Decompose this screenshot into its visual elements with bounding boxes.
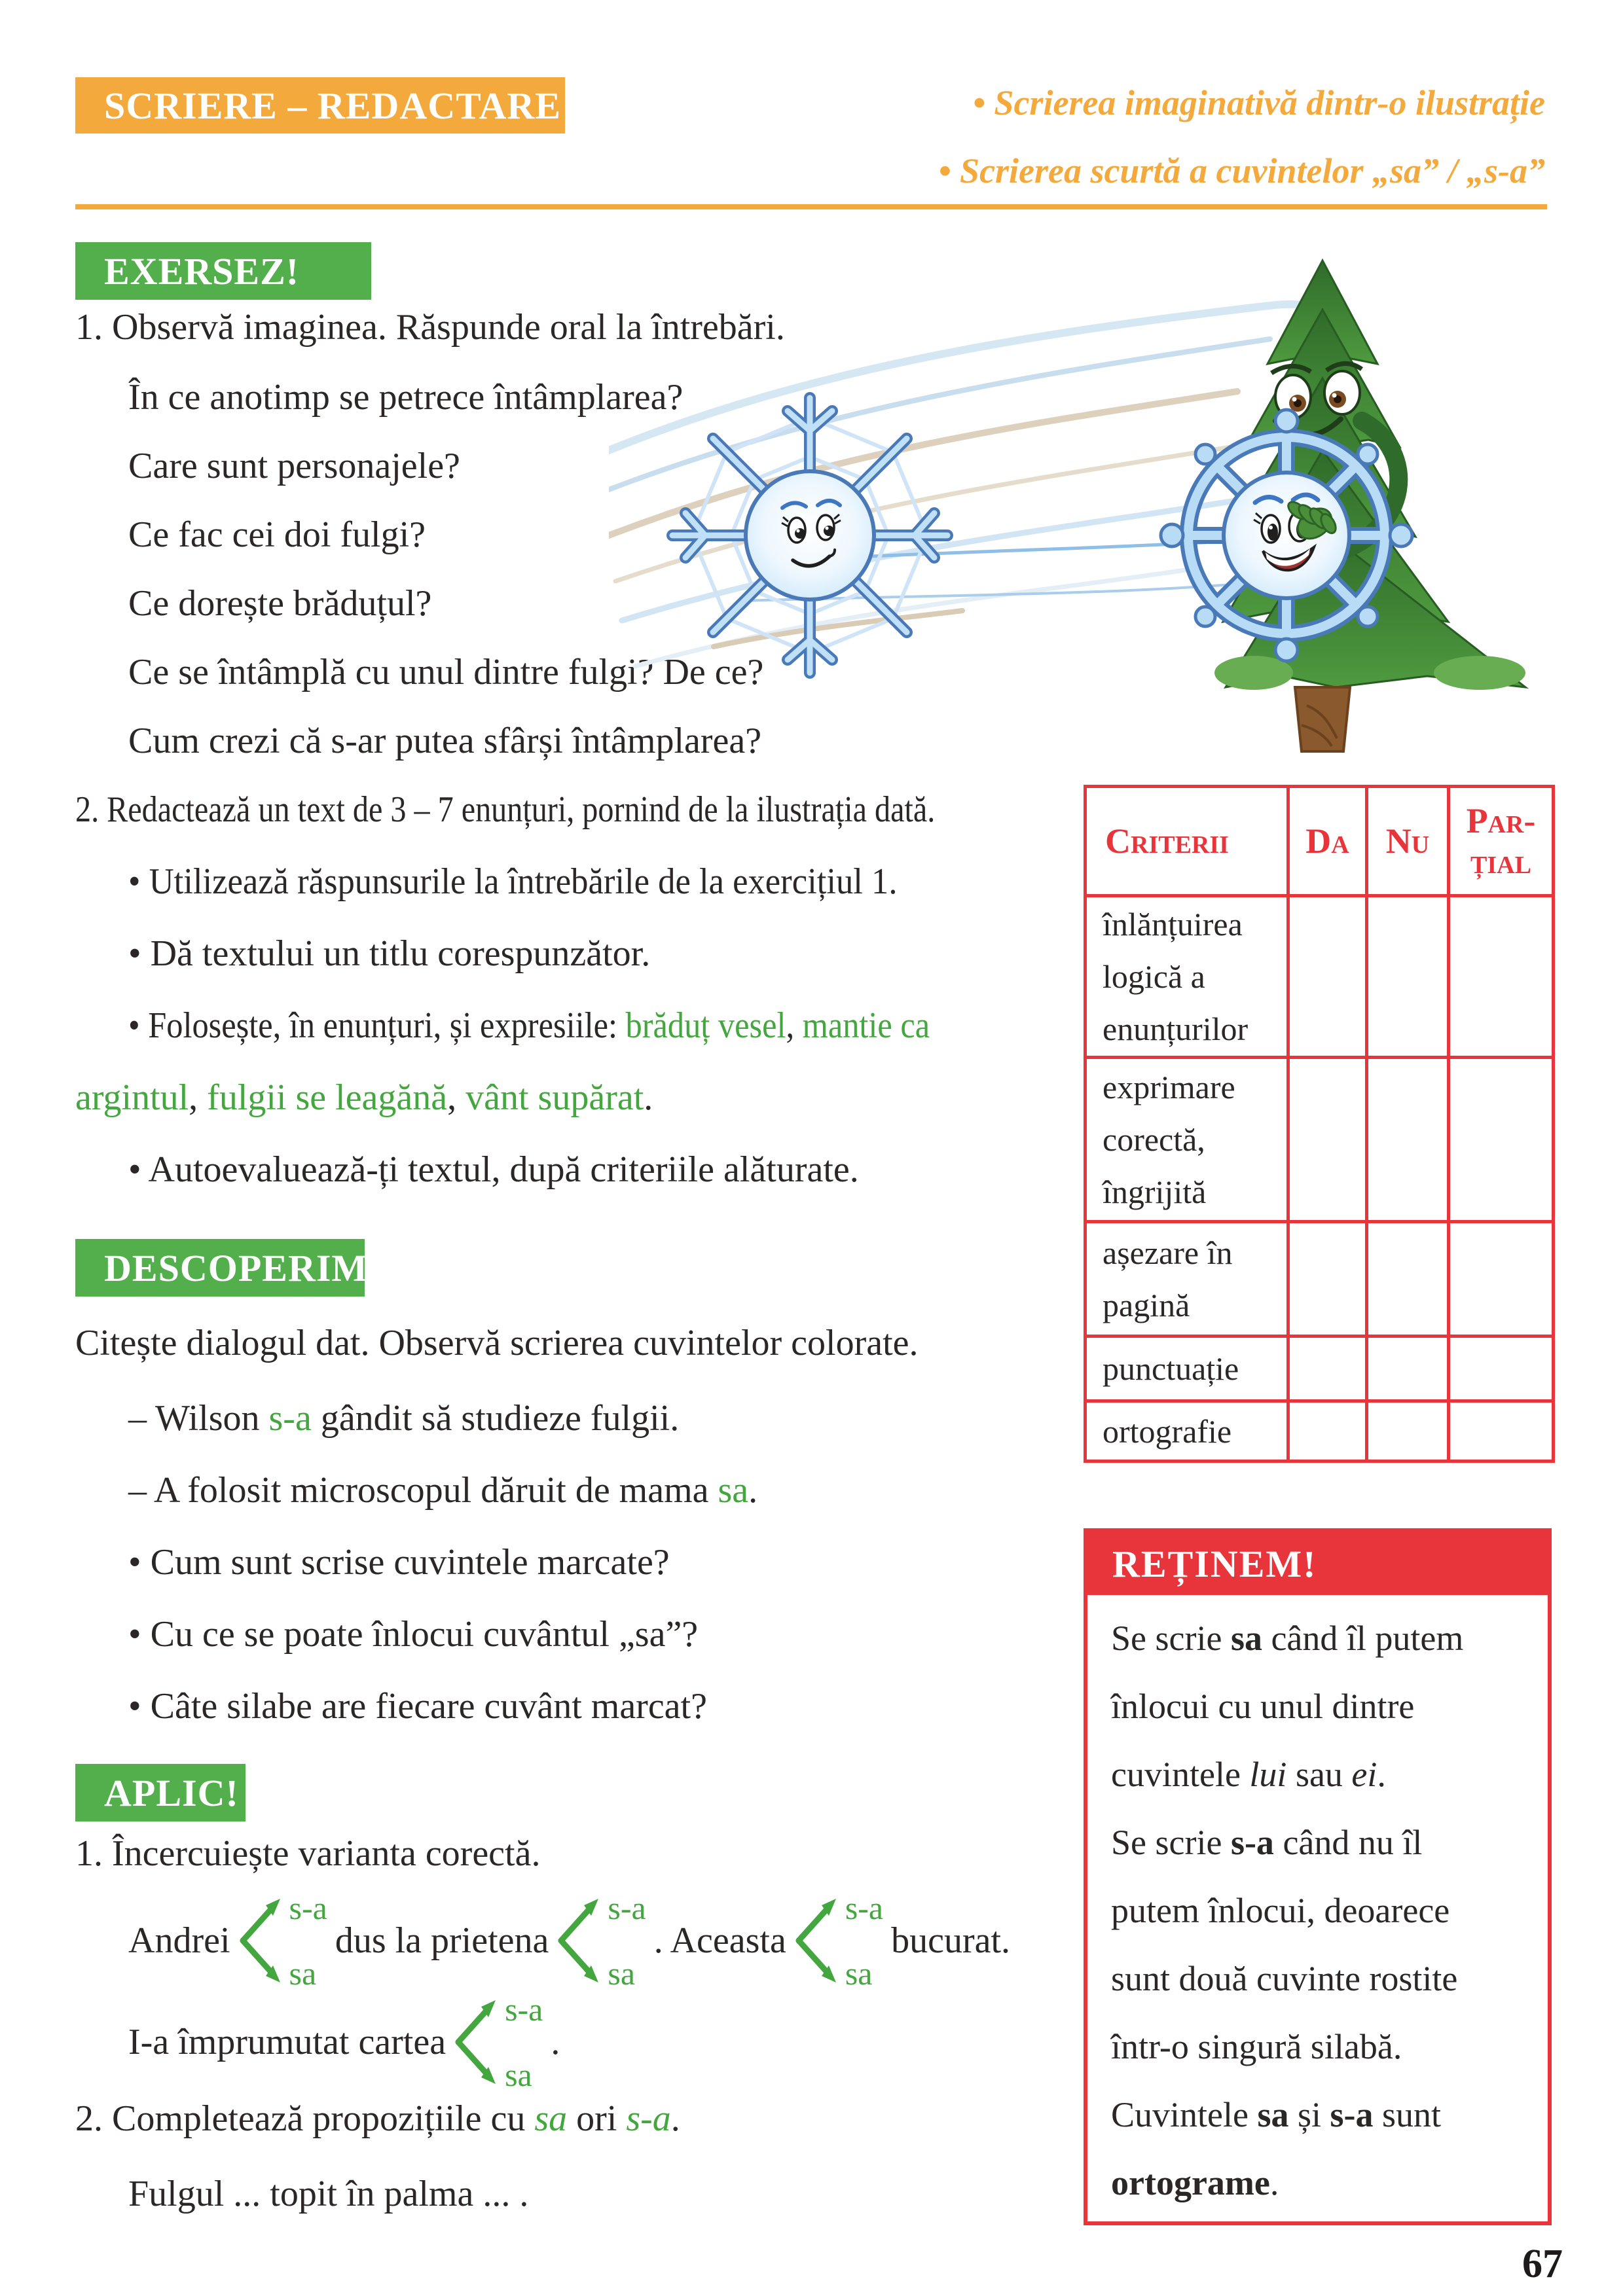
- fork-arrows-icon: [794, 1892, 843, 1990]
- choice-fork[interactable]: [238, 1892, 327, 1990]
- retinem-line: Se scrie sa când îl putem: [1111, 1619, 1464, 1658]
- badge-aplic-label: APLIC!: [104, 1771, 239, 1814]
- exersez-question-2: Care sunt personajele?: [128, 446, 460, 486]
- sentence-text: I-a împrumutat cartea: [128, 2022, 447, 2062]
- answer-cell-empty: [1367, 896, 1449, 1058]
- exersez-task1: 1. Observă imaginea. Răspunde oral la întrebări.: [75, 307, 785, 348]
- table-row: [1085, 1401, 1554, 1462]
- table-row: [1085, 1336, 1554, 1401]
- badge-retinem-label: REȚINEM!: [1112, 1542, 1317, 1585]
- badge-exersez: [75, 242, 371, 300]
- snowflake-left: [672, 398, 947, 673]
- criteria-cell-1: înlănțuirea logică a enunțurilor: [1085, 896, 1288, 1058]
- answer-cell-empty: [1449, 896, 1554, 1058]
- exersez-question-4: Ce dorește brăduțul?: [128, 583, 432, 624]
- choice-fork[interactable]: [454, 1993, 543, 2091]
- exersez-question-3: Ce fac cei doi fulgi?: [128, 514, 426, 555]
- exersez-bullet-3-line-1: • Folosește, în enunțuri, și expresiile: brăduț vesel, mantie ca: [128, 1005, 930, 1046]
- sentence-text: .: [551, 2022, 560, 2062]
- badge-descoperim-label: DESCOPERIM!: [104, 1246, 382, 1289]
- answer-cell-empty: [1288, 896, 1367, 1058]
- criteria-cell-5: ortografie: [1085, 1401, 1288, 1462]
- header-divider: [75, 204, 1547, 209]
- aplic-fill-sentence: Fulgul ... topit în palma ... .: [128, 2174, 529, 2214]
- descoperim-intro: Citește dialogul dat. Observă scrierea cuvintelor colorate.: [75, 1323, 919, 1363]
- exersez-question-5: Ce se întâmplă cu unul dintre fulgi? De ce?: [128, 652, 764, 692]
- table-header-da: Da: [1288, 787, 1367, 896]
- fork-labels: [289, 1892, 327, 1990]
- criteria-cell-4: punctuație: [1085, 1336, 1288, 1401]
- retinem-line: putem înlocui, deoarece: [1111, 1891, 1450, 1930]
- answer-cell-empty: [1449, 1336, 1554, 1401]
- badge-exersez-label: EXERSEZ!: [104, 249, 300, 293]
- fork-labels: [608, 1892, 646, 1990]
- answer-cell-empty: [1367, 1058, 1449, 1222]
- aplic-task1: 1. Încercuiește varianta corectă.: [75, 1833, 541, 1874]
- table-header-criterii: Criterii: [1085, 787, 1288, 896]
- exersez-bullet-4: • Autoevaluează-ți textul, după criteriile alăturate.: [128, 1149, 859, 1190]
- fork-option-sa-hyphen[interactable]: s-a: [289, 1890, 327, 1926]
- exersez-bullet-2: • Dă textului un titlu corespunzător.: [128, 933, 651, 974]
- answer-cell-empty: [1449, 1222, 1554, 1336]
- answer-cell-empty: [1367, 1401, 1449, 1462]
- descoperim-question-1: • Cum sunt scrise cuvintele marcate?: [128, 1542, 670, 1583]
- fork-option-sa-hyphen[interactable]: s-a: [608, 1890, 646, 1926]
- fork-arrows-icon: [238, 1892, 287, 1990]
- fork-option-sa-hyphen[interactable]: s-a: [505, 1991, 543, 2028]
- snowflake-right: [1161, 410, 1412, 661]
- fork-labels: [505, 1993, 543, 2091]
- descoperim-question-2: • Cu ce se poate înlocui cuvântul „sa”?: [128, 1614, 699, 1655]
- answer-cell-empty: [1367, 1336, 1449, 1401]
- fork-option-sa[interactable]: sa: [608, 1955, 636, 1992]
- illustration-snowflakes-and-tree: [609, 254, 1571, 768]
- fork-option-sa[interactable]: sa: [289, 1955, 317, 1992]
- aplic-task2: 2. Completează propozițiile cu sa ori s-a.: [75, 2098, 680, 2139]
- retinem-box: [1084, 1528, 1552, 2225]
- aplic-sentence-2: [128, 1993, 560, 2091]
- retinem-line: sunt două cuvinte rostite: [1111, 1959, 1458, 1998]
- table-row: [1085, 1222, 1554, 1336]
- table-header-row: [1085, 787, 1554, 896]
- fork-arrows-icon: [556, 1892, 605, 1990]
- sentence-text: bucurat.: [891, 1920, 1011, 1961]
- fork-option-sa[interactable]: sa: [505, 2056, 532, 2093]
- descoperim-question-3: • Câte silabe are fiecare cuvânt marcat?: [128, 1686, 707, 1727]
- table-row: [1085, 1058, 1554, 1222]
- criteria-cell-3: așezare în pagină: [1085, 1222, 1288, 1336]
- retinem-body: [1087, 1595, 1548, 2217]
- dialog-line-1: – Wilson s-a gândit să studieze fulgii.: [128, 1398, 680, 1439]
- answer-cell-empty: [1367, 1222, 1449, 1336]
- retinem-line: Cuvintele sa și s-a sunt: [1111, 2095, 1442, 2134]
- exersez-question-6: Cum crezi că s-ar putea sfârși întâmplarea?: [128, 721, 762, 761]
- criteria-cell-2: exprimare corectă, îngrijită: [1085, 1058, 1288, 1222]
- table-row: [1085, 896, 1554, 1058]
- page-number: 67: [1522, 2242, 1563, 2286]
- answer-cell-empty: [1288, 1058, 1367, 1222]
- answer-cell-empty: [1288, 1401, 1367, 1462]
- exersez-task2: 2. Redactează un text de 3 – 7 enunțuri, pornind de la ilustrația dată.: [75, 789, 936, 830]
- section-badge-label: SCRIERE – REDACTARE: [104, 84, 561, 127]
- badge-descoperim: [75, 1239, 382, 1297]
- fork-option-sa-hyphen[interactable]: s-a: [845, 1890, 884, 1926]
- dialog-line-2: – A folosit microscopul dăruit de mama sa.: [128, 1470, 758, 1511]
- answer-cell-empty: [1288, 1222, 1367, 1336]
- fork-option-sa[interactable]: sa: [845, 1955, 873, 1992]
- table-header-partial: Par-țial: [1449, 787, 1554, 896]
- answer-cell-empty: [1449, 1401, 1554, 1462]
- retinem-line: ortograme.: [1111, 2163, 1279, 2202]
- table-header-nu: Nu: [1367, 787, 1449, 896]
- retinem-line: înlocui cu unul dintre: [1111, 1687, 1415, 1726]
- self-evaluation-criteria-table: [1084, 785, 1555, 1463]
- exersez-bullet-3-line-2: argintul, fulgii se leagănă, vânt supărat.: [75, 1077, 653, 1118]
- topic-line-2: • Scrierea scurtă a cuvintelor „sa” / „s-a”: [938, 151, 1545, 190]
- answer-cell-empty: [1449, 1058, 1554, 1222]
- retinem-line: într-o singură silabă.: [1111, 2027, 1402, 2066]
- aplic-sentence-1: [128, 1892, 1010, 1990]
- retinem-line: Se scrie s-a când nu îl: [1111, 1823, 1423, 1862]
- section-badge-scriere-redactare: [75, 77, 565, 134]
- topic-line-1: • Scrierea imaginativă dintr-o ilustrație: [973, 83, 1545, 122]
- tree-trunk: [1295, 687, 1350, 751]
- choice-fork[interactable]: [794, 1892, 883, 1990]
- exersez-question-1: În ce anotimp se petrece întâmplarea?: [128, 377, 684, 418]
- answer-cell-empty: [1288, 1336, 1367, 1401]
- retinem-line: cuvintele lui sau ei.: [1111, 1755, 1386, 1794]
- fork-labels: [845, 1892, 883, 1990]
- fork-arrows-icon: [454, 1993, 502, 2091]
- choice-fork[interactable]: [556, 1892, 646, 1990]
- badge-retinem: [1087, 1532, 1548, 1595]
- sentence-text: dus la prietena: [335, 1920, 549, 1961]
- sentence-text: Andrei: [128, 1920, 230, 1961]
- badge-aplic: [75, 1764, 246, 1821]
- exersez-bullet-1: • Utilizează răspunsurile la întrebările de la exercițiul 1.: [128, 861, 898, 902]
- sentence-text: . Aceasta: [653, 1920, 786, 1961]
